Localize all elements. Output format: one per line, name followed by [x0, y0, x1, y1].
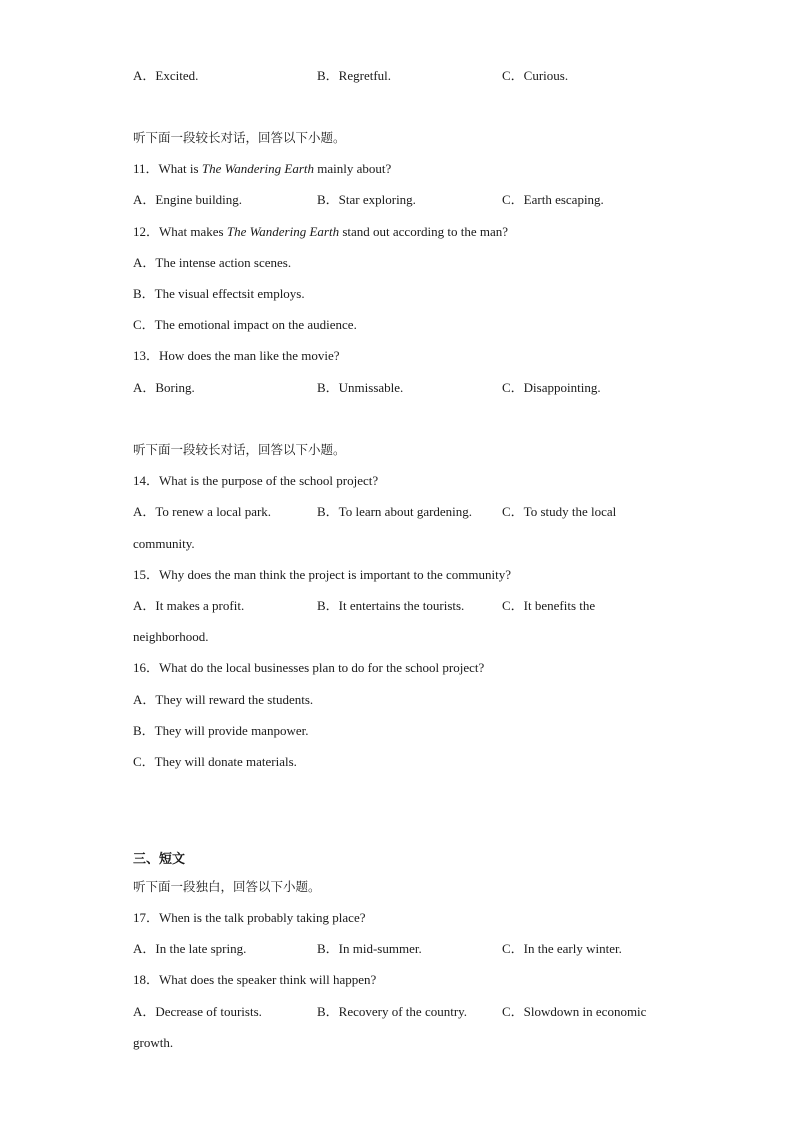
q18-option-a: A．Decrease of tourists.	[133, 1004, 262, 1019]
q12-option-b: B．The visual effectsit employs.	[133, 286, 305, 301]
q14-option-b: B．To learn about gardening.	[317, 504, 473, 519]
q15-option-b: B．It entertains the tourists.	[317, 598, 465, 613]
q11-option-b: B．Star exploring.	[317, 192, 416, 207]
question-14: 14．What is the purpose of the school project?	[133, 473, 379, 488]
q11-option-a: A．Engine building.	[133, 192, 243, 207]
q13-option-b: B．Unmissable.	[317, 380, 404, 395]
question-13: 13．How does the man like the movie?	[133, 348, 340, 363]
q15-option-c-continued: neighborhood.	[133, 629, 209, 644]
q18-option-b: B．Recovery of the country.	[317, 1004, 468, 1019]
question-11-tail: mainly about?	[314, 161, 392, 176]
q14-option-c: C．To study the local	[502, 504, 617, 519]
question-15: 15．Why does the man think the project is important to the community?	[133, 567, 512, 582]
q10-option-c: C．Curious.	[502, 68, 569, 83]
q15-option-a: A．It makes a profit.	[133, 598, 245, 613]
q16-option-b: B．They will provide manpower.	[133, 723, 309, 738]
monologue-intro: 听下面一段独白，回答以下小题。	[133, 879, 321, 894]
q12-option-c: C．The emotional impact on the audience.	[133, 317, 357, 332]
dialogue-intro: 听下面一段较长对话，回答以下小题。	[133, 442, 346, 457]
q15-option-c: C．It benefits the	[502, 598, 596, 613]
q18-option-c: C．Slowdown in economic	[502, 1004, 647, 1019]
q13-option-c: C．Disappointing.	[502, 380, 601, 395]
dialogue-intro: 听下面一段较长对话，回答以下小题。	[133, 130, 346, 145]
movie-title: The Wandering Earth	[201, 161, 315, 176]
q16-option-c: C．They will donate materials.	[133, 754, 297, 769]
q14-option-c-continued: community.	[133, 536, 195, 551]
movie-title: The Wandering Earth	[226, 224, 340, 239]
q18-option-c-continued: growth.	[133, 1035, 174, 1050]
q10-option-a: A．Excited.	[133, 68, 199, 83]
q17-option-c: C．In the early winter.	[502, 941, 622, 956]
q11-option-c: C．Earth escaping.	[502, 192, 604, 207]
question-11	[133, 161, 391, 177]
question-12-tail: stand out according to the man?	[339, 224, 509, 239]
q10-option-b: B．Regretful.	[317, 68, 392, 83]
question-12-lead: 12．What makes	[133, 224, 227, 239]
question-11-lead: 11．What is	[133, 161, 202, 176]
question-17: 17．When is the talk probably taking place?	[133, 910, 366, 925]
question-16: 16．What do the local businesses plan to do for the school project?	[133, 660, 485, 675]
question-12	[133, 224, 508, 240]
q14-option-a: A．To renew a local park.	[133, 504, 272, 519]
q17-option-a: A．In the late spring.	[133, 941, 247, 956]
question-18: 18．What does the speaker think will happen?	[133, 972, 377, 987]
q13-option-a: A．Boring.	[133, 380, 195, 395]
q16-option-a: A．They will reward the students.	[133, 692, 314, 707]
section-heading: 三、短文	[133, 852, 186, 867]
q12-option-a: A．The intense action scenes.	[133, 255, 292, 270]
q17-option-b: B．In mid-summer.	[317, 941, 422, 956]
